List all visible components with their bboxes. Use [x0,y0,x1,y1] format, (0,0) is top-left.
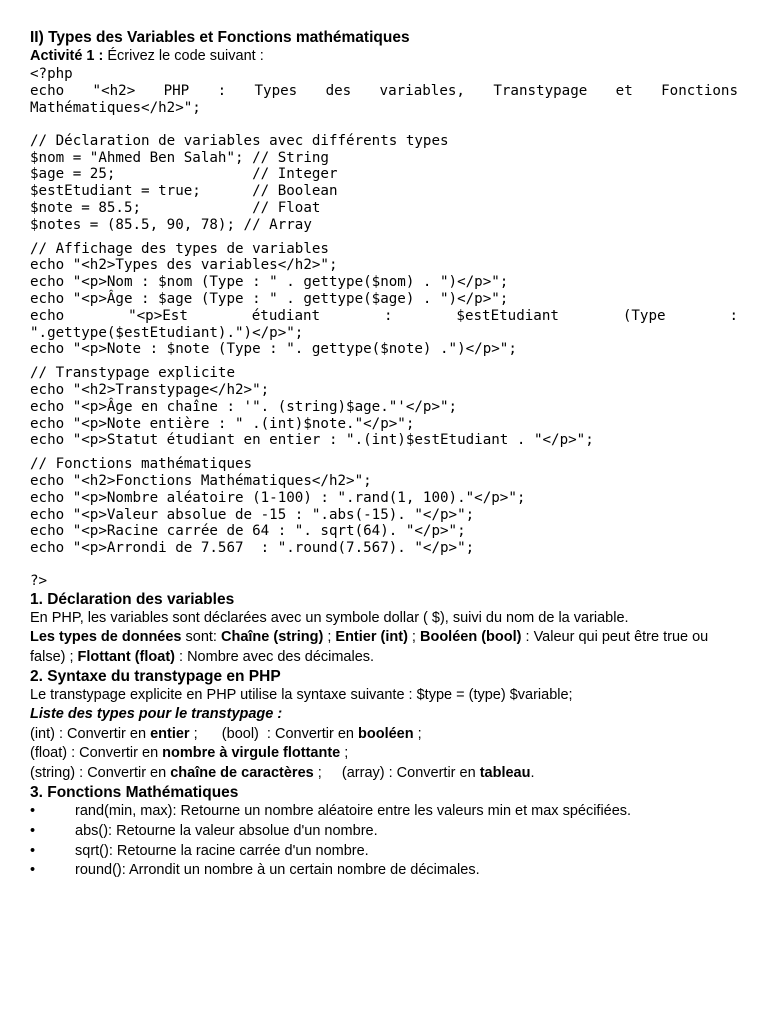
cast-row [30,764,738,783]
cast-row [30,744,738,763]
type-int: Entier (int) [335,629,408,646]
code-line: echo "<h2>Transtypage</h2>"; [30,381,270,398]
code-line: echo "<h2>Fonctions Mathématiques</h2>"; [30,472,372,489]
code-line: ".gettype($estEtudiant).")</p>"; [30,324,304,341]
text-run: ; (bool) : Convertir en [189,725,358,742]
type-string: Chaîne (string) [221,629,324,646]
code-line: echo "<p>Nom : $nom (Type : " . gettype($nom) . ")</p>"; [30,274,509,291]
type-float: Flottant (float) [77,648,175,665]
list-heading [30,705,738,724]
text-run: . [530,764,535,781]
bullet-icon: • [30,802,36,819]
text-run: ; [407,629,420,646]
activity-line [30,47,738,66]
section-math-functions [30,783,738,881]
text-run: ; [340,745,349,762]
types-paragraph [30,628,738,667]
bullet-icon: • [30,822,36,839]
section-transtypage [30,667,738,783]
text-run: (string) : Convertir en [30,764,171,781]
text-run: ; (array) : Convertir en [313,764,480,781]
cast-target: entier [150,725,190,742]
code-line: $nom = "Ahmed Ben Salah"; // String [30,149,329,166]
text-run: : Nombre avec des décimales. [175,648,375,665]
list-item-text: rand(min, max): Retourne un nombre aléatoire entre les valeurs min et max spécifiées. [75,802,632,819]
list-item-text: round(): Arrondit un nombre à un certain nombre de décimales. [75,862,480,879]
list-item-text: sqrt(): Retourne la racine carrée d'un nombre. [75,842,369,859]
function-list [30,802,738,881]
cast-target: booléen [358,725,414,742]
code-line: echo "<h2>Types des variables</h2>"; [30,257,338,274]
list-item [30,802,738,822]
code-line: // Transtypage explicite [30,365,235,382]
code-line: echo "<p>Note : $note (Type : ". gettype($note) .")</p>"; [30,341,517,358]
code-line: echo "<p>Valeur absolue de -15 : ".abs(-15). "</p>"; [30,506,475,523]
type-bool: Booléen (bool) [420,629,522,646]
activity-label: Activité 1 : [30,48,104,64]
types-intro: Les types de données [30,629,182,646]
code-line: echo "<p>Arrondi de 7.567 : ".round(7.567). "</p>"; [30,540,475,557]
text-run: sont: [181,629,221,646]
activity-text: Écrivez le code suivant : [103,48,264,64]
cast-target: tableau [479,764,531,781]
text-run: (int) : Convertir en [30,725,151,742]
code-line: Mathématiques</h2>"; [30,100,201,116]
code-line: echo "<p>Statut étudiant en entier : ".(int)$estEtudiant . "</p>"; [30,432,594,449]
list-item [30,822,738,842]
text-run: (float) : Convertir en [30,745,163,762]
code-line: $estEtudiant = true; // Boolean [30,183,338,200]
code-line: // Fonctions mathématiques [30,456,253,473]
code-listing [30,66,738,589]
section-heading: 2. Syntaxe du transtypage en PHP [30,667,281,685]
code-line: echo "<p>Note entière : " .(int)$note."</p>"; [30,415,415,432]
code-line: echo "<p>Nombre aléatoire (1-100) : ".rand(1, 100)."</p>"; [30,489,526,506]
code-line: echo "<p>Racine carrée de 64 : ". sqrt(64). "</p>"; [30,523,466,540]
list-item-text: abs(): Retourne la valeur absolue d'un nombre. [75,822,378,839]
text-run: ; [413,725,422,742]
bullet-icon: • [30,842,36,859]
paragraph: En PHP, les variables sont déclarées avec un symbole dollar ( $), suivi du nom de la variable. [30,609,629,626]
php-close-tag: ?> [30,572,48,589]
paragraph: Le transtypage explicite en PHP utilise la syntaxe suivante : $type = (type) $variable; [30,686,573,703]
code-line: // Affichage des types de variables [30,240,329,257]
php-open-tag: <?php [30,66,73,83]
code-line: $notes = (85.5, 90, 78); // Array [30,216,312,233]
document-page [30,28,738,881]
text-run: : Valeur qui peut être true ou [521,629,709,646]
list-heading-text: Liste des types pour le transtypage : [30,706,283,723]
code-line: // Déclaration de variables avec différents types [30,132,449,149]
section-declaration [30,590,738,667]
list-item [30,842,738,862]
text-run: false) ; [30,648,78,665]
code-line: echo "<p>Est étudiant : $estEtudiant (Type : [30,307,738,324]
page-title: II) Types des Variables et Fonctions mathématiques [30,29,410,46]
section-heading: 3. Fonctions Mathématiques [30,783,239,801]
cast-target: chaîne de caractères [170,764,314,781]
list-item [30,861,738,881]
cast-row [30,725,738,744]
code-line: $note = 85.5; // Float [30,199,321,216]
code-line: echo "<p>Âge : $age (Type : " . gettype($age) . ")</p>"; [30,290,509,307]
code-line: echo "<p>Âge en chaîne : '". (string)$age."'</p>"; [30,398,458,415]
code-line: echo "<h2> PHP : Types des variables, Transtypage et Fonctions [30,83,738,100]
section-heading: 1. Déclaration des variables [30,590,235,608]
text-run: ; [323,629,336,646]
bullet-icon: • [30,862,36,879]
cast-target: nombre à virgule flottante [162,745,341,762]
code-line: $age = 25; // Integer [30,166,338,183]
